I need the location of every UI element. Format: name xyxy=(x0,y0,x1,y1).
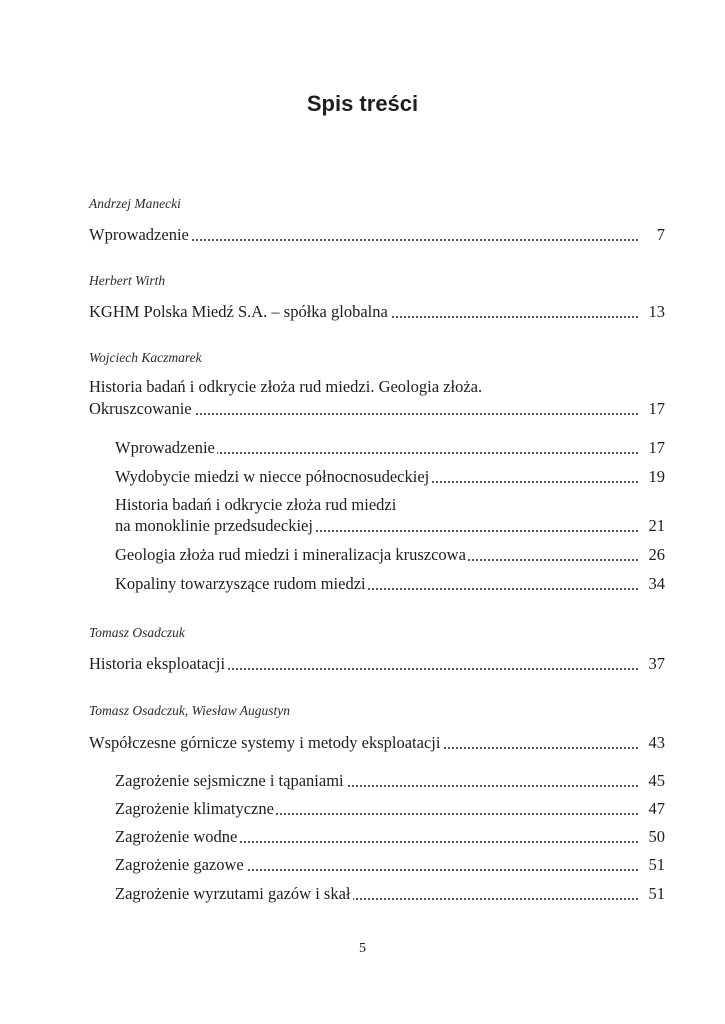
toc-subentry-page: 17 xyxy=(641,437,665,459)
toc-entry-page: 13 xyxy=(641,301,665,323)
toc-entry-title: Wprowadzenie xyxy=(89,225,189,244)
toc-entry-title: Historia eksploatacji xyxy=(89,654,226,673)
toc-entry-title: KGHM Polska Miedź S.A. – spółka globalna xyxy=(89,302,388,321)
toc-subentry-page: 21 xyxy=(641,515,665,537)
toc-subentry-page: 45 xyxy=(641,770,665,792)
page-number: 5 xyxy=(359,941,366,956)
toc-subentry[interactable] xyxy=(115,883,665,905)
toc-subentry-title: Zagrożenie sejsmiczne i tąpaniami xyxy=(115,771,344,790)
toc-subentry-page: 51 xyxy=(641,883,665,905)
toc-subentry[interactable] xyxy=(115,437,665,459)
toc-entry-title: Okruszcowanie xyxy=(89,399,192,418)
toc-entry-page: 43 xyxy=(641,732,665,754)
author-name: Herbert Wirth xyxy=(89,273,166,288)
toc-entry[interactable] xyxy=(89,301,665,323)
toc-subentry[interactable] xyxy=(115,573,665,595)
toc-subentry[interactable] xyxy=(115,854,665,876)
toc-subentry-title: Geologia złoża rud miedzi i mineralizacja kruszcowa xyxy=(115,545,466,564)
toc-subentry-page: 34 xyxy=(641,573,665,595)
toc-entry-page: 37 xyxy=(641,653,665,675)
toc-subentry-title: Zagrożenie wodne xyxy=(115,827,238,846)
author-name: Tomasz Osadczuk xyxy=(89,625,185,640)
author-name: Tomasz Osadczuk, Wiesław Augustyn xyxy=(89,703,291,718)
toc-subentry-title: Zagrożenie gazowe xyxy=(115,855,244,874)
toc-entry[interactable] xyxy=(89,732,665,754)
toc-subentry-page: 19 xyxy=(641,466,665,488)
toc-subentry-title: Zagrożenie klimatyczne xyxy=(115,799,274,818)
toc-entry[interactable] xyxy=(89,224,665,246)
toc-subentry-title: na monoklinie przedsudeckiej xyxy=(115,516,313,535)
author-name: Wojciech Kaczmarek xyxy=(89,350,202,365)
author-name: Andrzej Manecki xyxy=(89,196,181,211)
toc-subentry-page: 47 xyxy=(641,798,665,820)
toc-subentry-page: 26 xyxy=(641,544,665,566)
page-title: Spis treści xyxy=(306,91,419,116)
toc-subentry-title: Wydobycie miedzi w niecce północnosudeckiej xyxy=(115,467,430,486)
toc-subentry[interactable] xyxy=(115,770,665,792)
toc-entry[interactable] xyxy=(89,398,665,420)
toc-subentry[interactable] xyxy=(115,544,665,566)
toc-subentry[interactable] xyxy=(115,826,665,848)
toc-subentry-page: 50 xyxy=(641,826,665,848)
toc-subentry-title: Zagrożenie wyrzutami gazów i skał xyxy=(115,884,351,903)
toc-entry[interactable] xyxy=(89,653,665,675)
toc-subentry[interactable] xyxy=(115,515,665,537)
toc-entry-title: Współczesne górnicze systemy i metody eksploatacji xyxy=(89,733,441,752)
toc-subentry[interactable] xyxy=(115,798,665,820)
toc-subentry[interactable] xyxy=(115,466,665,488)
toc-subentry-title: Kopaliny towarzyszące rudom miedzi xyxy=(115,574,366,593)
toc-subentry-title: Wprowadzenie xyxy=(115,438,215,457)
toc-subentry-page: 51 xyxy=(641,854,665,876)
toc-entry-page: 17 xyxy=(641,398,665,420)
toc-subentry-title-line1: Historia badań i odkrycie złoża rud miedzi xyxy=(115,495,397,514)
toc-entry-page: 7 xyxy=(641,224,665,246)
toc-entry-title-line1: Historia badań i odkrycie złoża rud miedzi. Geologia złoża. xyxy=(89,377,483,396)
